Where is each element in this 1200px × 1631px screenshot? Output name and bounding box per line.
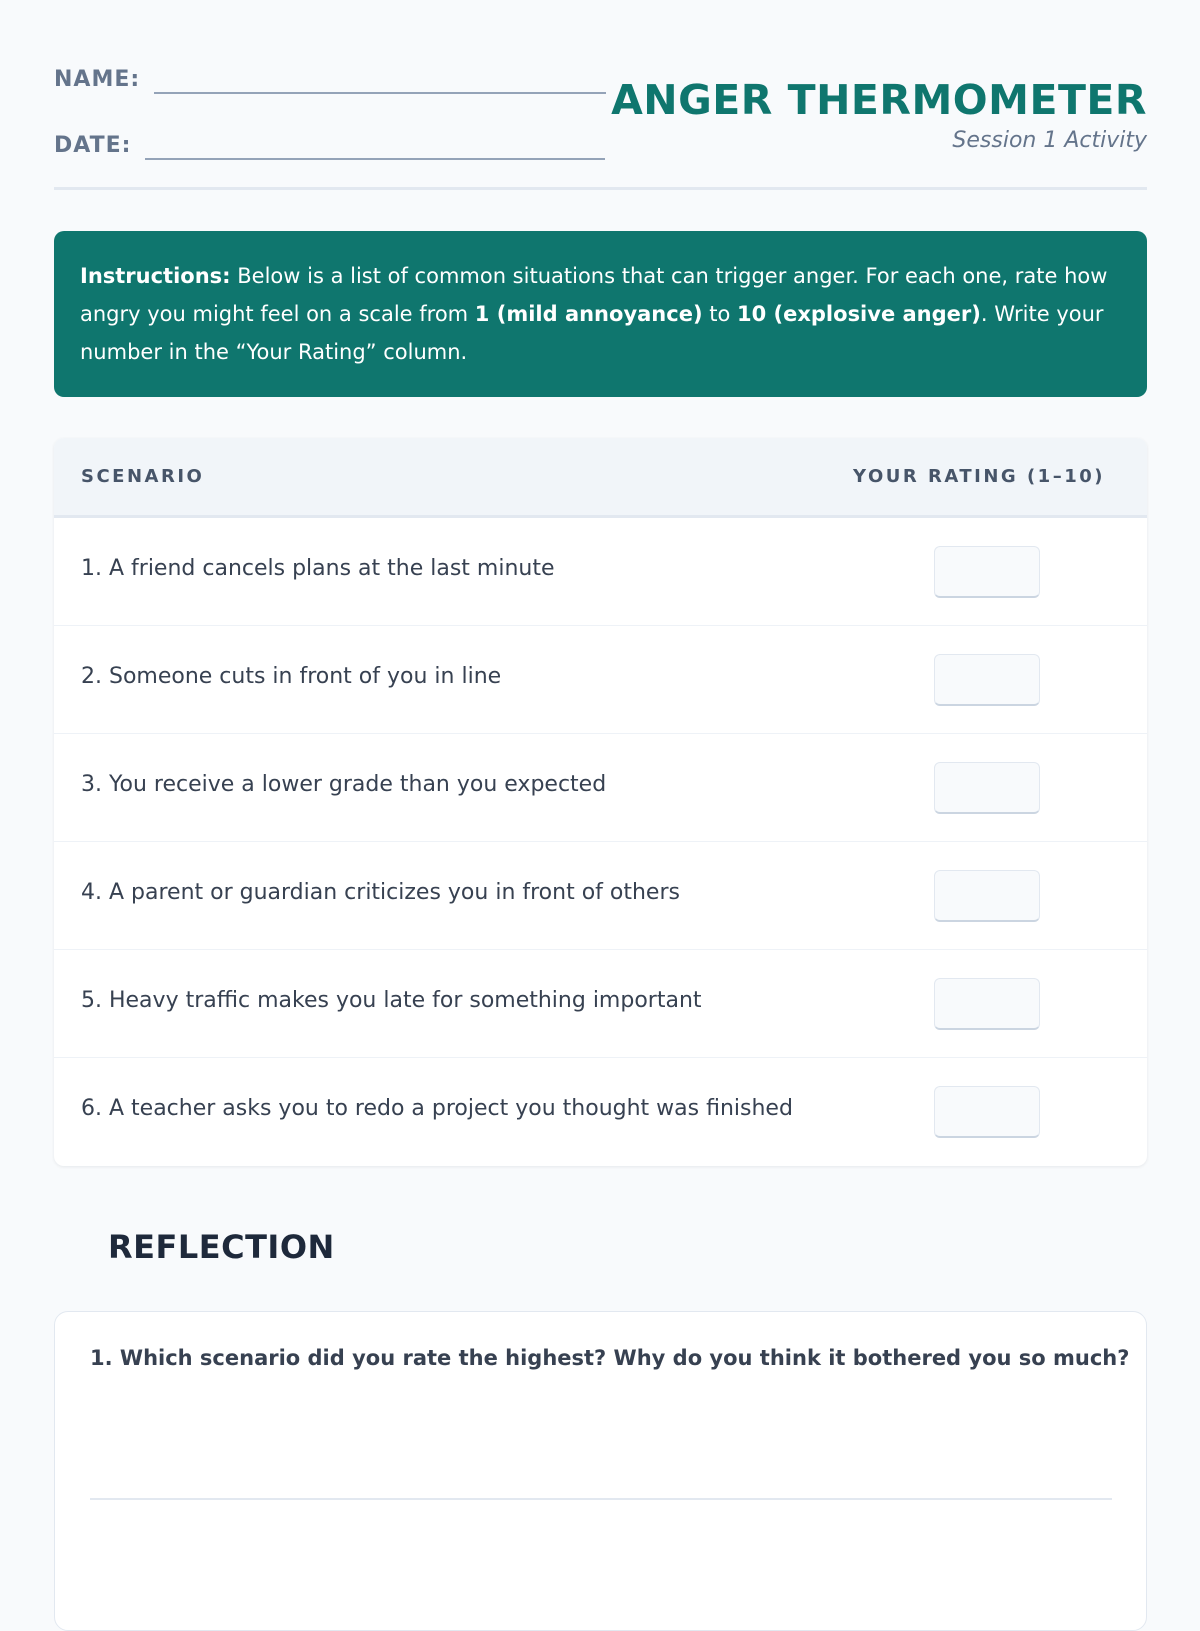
worksheet-header bbox=[54, 0, 1147, 190]
name-input-line[interactable] bbox=[154, 58, 606, 94]
reflection-question-card bbox=[54, 1311, 1147, 1631]
table-row bbox=[54, 842, 1147, 950]
rating-input[interactable] bbox=[934, 978, 1040, 1030]
table-header bbox=[54, 438, 1147, 518]
page-title: ANGER THERMOMETER bbox=[611, 76, 1147, 124]
rating-input[interactable] bbox=[934, 1086, 1040, 1138]
rating-input[interactable] bbox=[934, 870, 1040, 922]
reflection-question: 1. Which scenario did you rate the highest? Why do you think it bothered you so much? bbox=[90, 1346, 1130, 1370]
instructions-text-3: . Write your number in the “Your Rating” column. bbox=[80, 302, 1104, 364]
instructions-scale-low: 1 (mild annoyance) bbox=[474, 302, 703, 326]
scenario-table bbox=[54, 438, 1147, 1166]
scenario-text: 6. A teacher asks you to redo a project you thought was finished bbox=[81, 1096, 793, 1121]
name-field-row bbox=[54, 58, 606, 94]
table-row bbox=[54, 626, 1147, 734]
reflection-heading: REFLECTION bbox=[108, 1228, 335, 1266]
column-header-rating: YOUR RATING (1–10) bbox=[853, 466, 1105, 487]
rating-input[interactable] bbox=[934, 654, 1040, 706]
column-header-scenario: SCENARIO bbox=[81, 466, 205, 487]
page-subtitle: Session 1 Activity bbox=[952, 128, 1147, 153]
instructions-box bbox=[54, 231, 1147, 397]
date-label: DATE: bbox=[54, 133, 132, 158]
table-row bbox=[54, 950, 1147, 1058]
name-label: NAME: bbox=[54, 67, 141, 92]
worksheet-page bbox=[54, 0, 1147, 1370]
answer-line[interactable] bbox=[90, 1498, 1112, 1500]
rating-input[interactable] bbox=[934, 762, 1040, 814]
instructions-lead: Instructions: bbox=[80, 264, 231, 288]
date-field-row bbox=[54, 124, 605, 160]
date-input-line[interactable] bbox=[145, 124, 605, 160]
scenario-text: 1. A friend cancels plans at the last minute bbox=[81, 556, 555, 581]
instructions-text-2: to bbox=[702, 302, 737, 326]
scenario-text: 3. You receive a lower grade than you expected bbox=[81, 772, 607, 797]
table-row bbox=[54, 1058, 1147, 1166]
scenario-text: 5. Heavy traffic makes you late for something important bbox=[81, 988, 702, 1013]
table-row bbox=[54, 734, 1147, 842]
scenario-text: 4. A parent or guardian criticizes you in front of others bbox=[81, 880, 680, 905]
table-row bbox=[54, 518, 1147, 626]
instructions-scale-high: 10 (explosive anger) bbox=[736, 302, 981, 326]
rating-input[interactable] bbox=[934, 546, 1040, 598]
instructions-text-1: Below is a list of common situations that can trigger anger. For each one, rate how angry you might feel on a scale from bbox=[80, 264, 1108, 326]
scenario-text: 2. Someone cuts in front of you in line bbox=[81, 664, 502, 689]
